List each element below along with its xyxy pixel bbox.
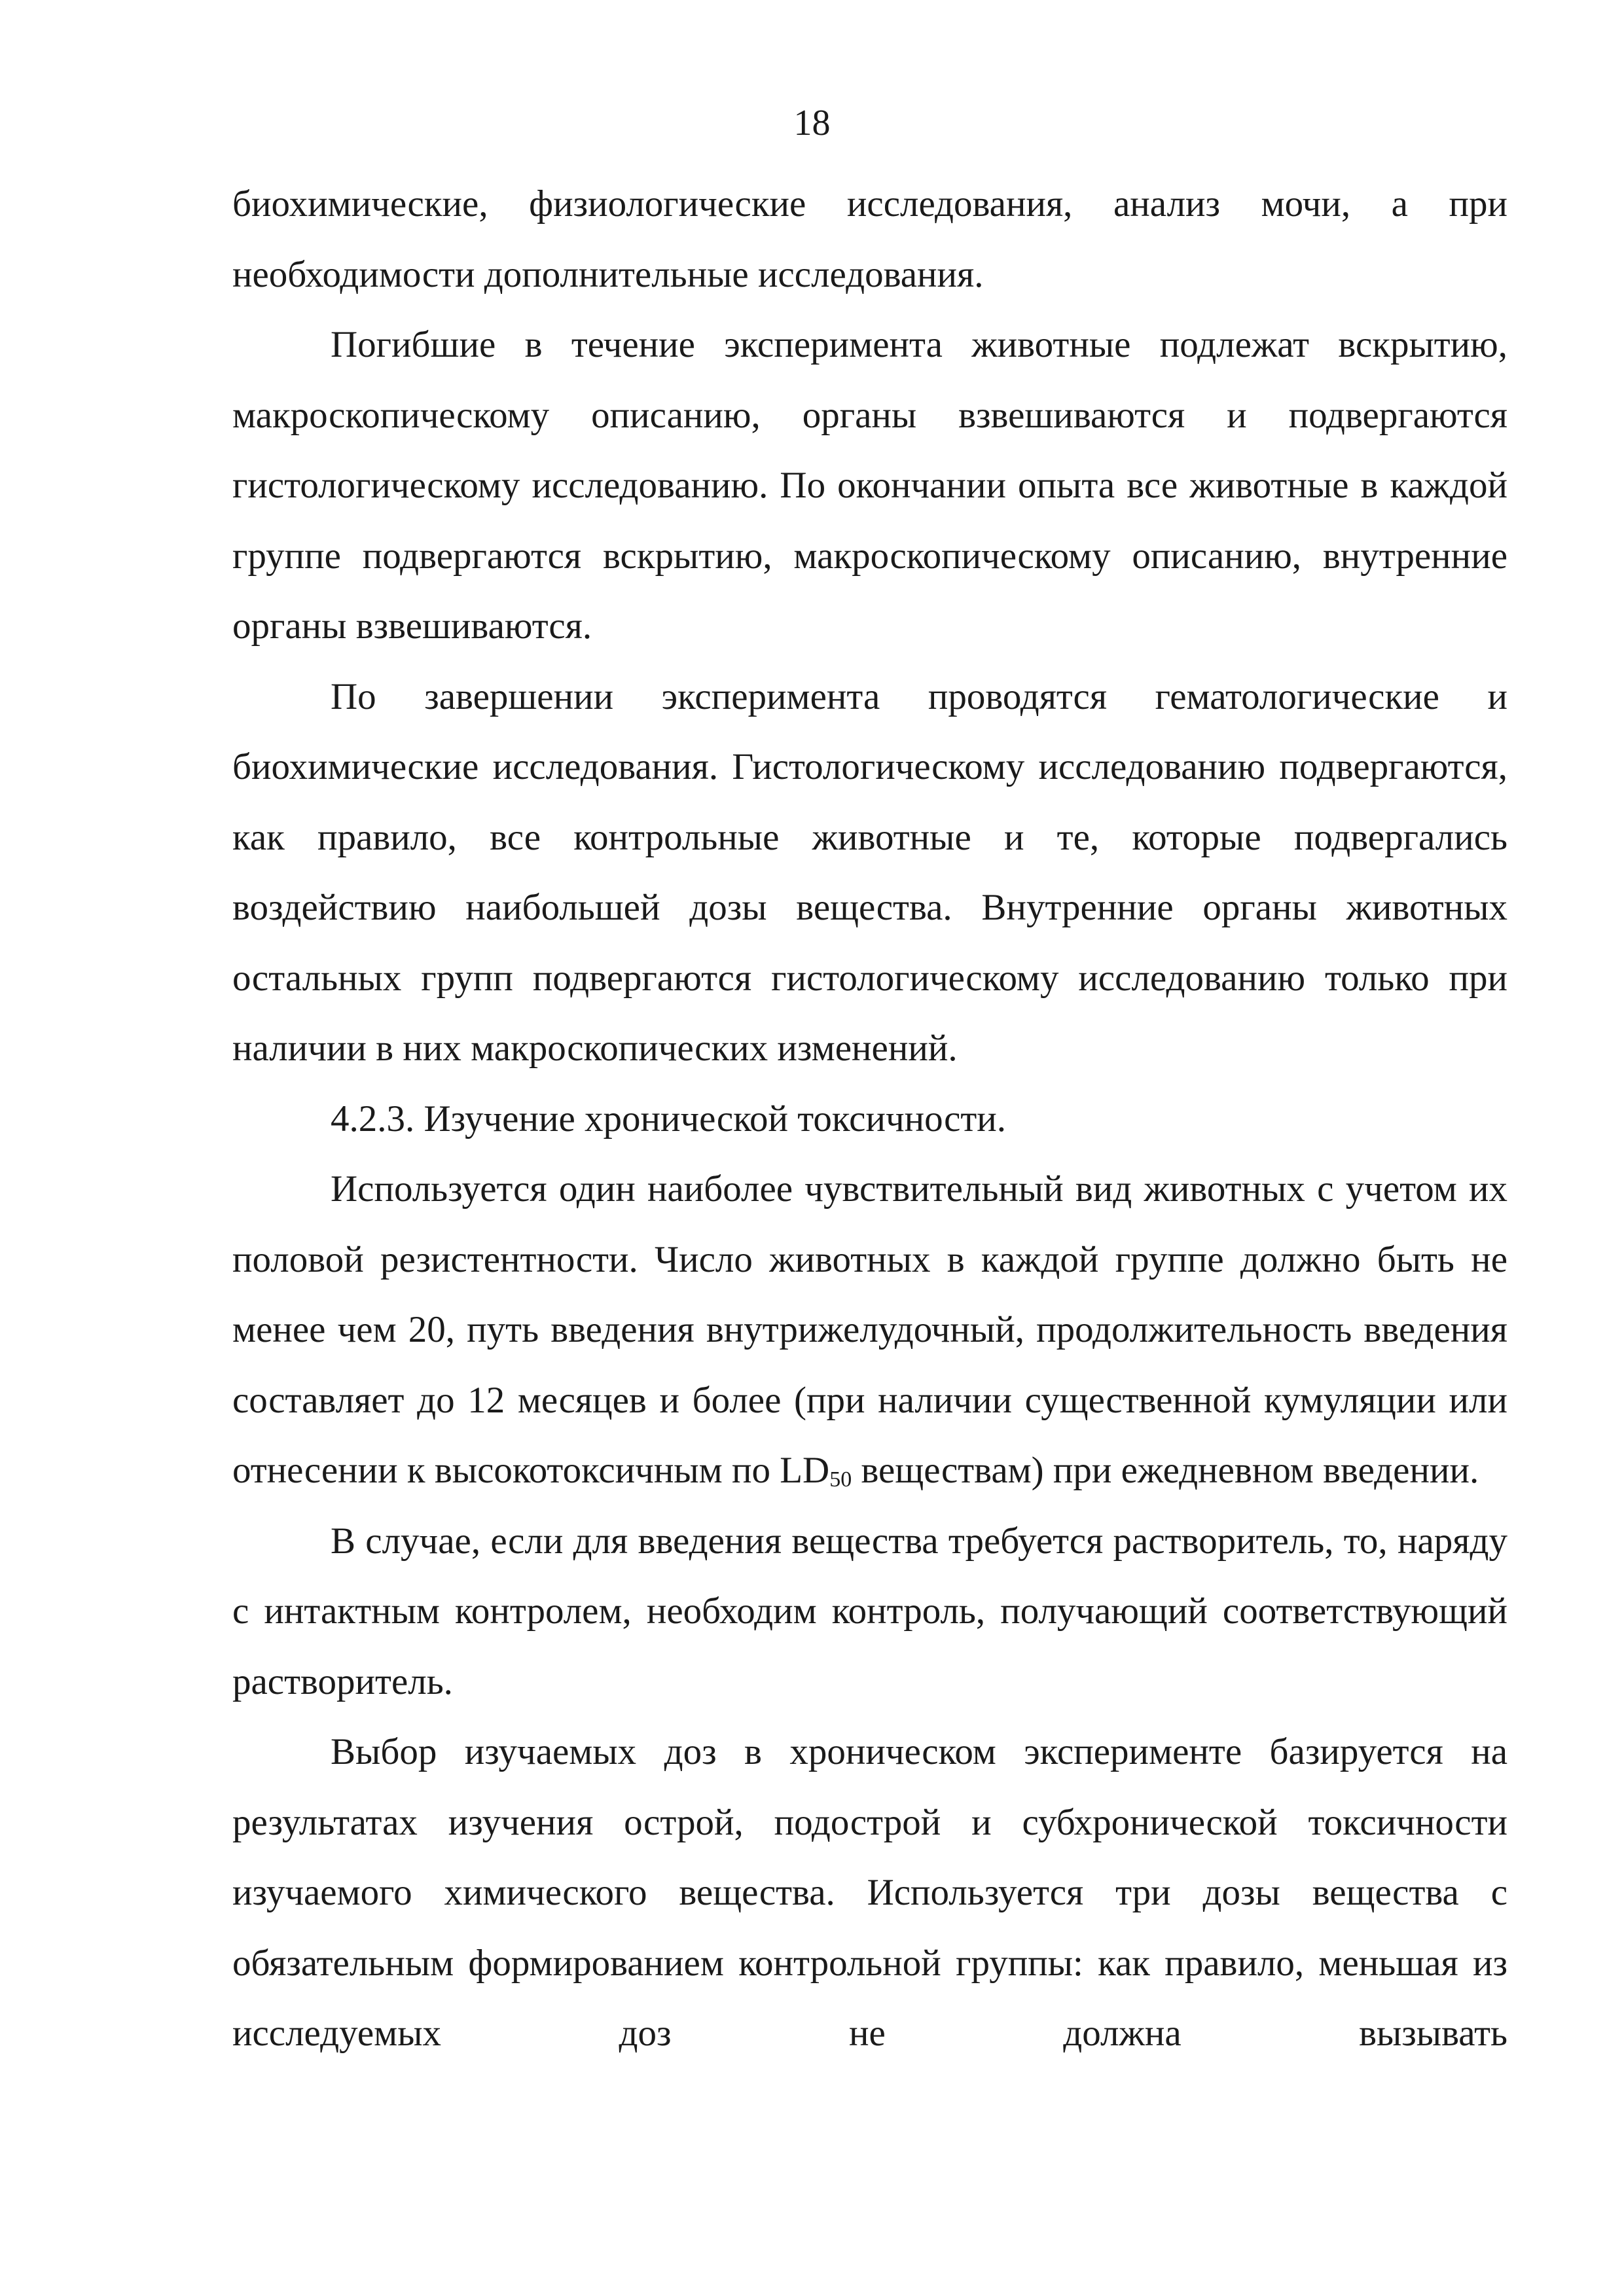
paragraph-text-after-subscript: веществам) при ежедневном введении. bbox=[852, 1450, 1479, 1491]
paragraph-animal-species bbox=[232, 1154, 1507, 1506]
paragraph-end-of-experiment: По завершении эксперимента проводятся гематологические и биохимические исследования. Гистологическому исследованию подвергаются, как правило, все контрольные животные и те, которые подвергались воздействию наибольшей дозы вещества. Внутренние органы животных остальных групп подвергаются гистологическому исследованию только при наличии в них макроскопических изменений. bbox=[232, 675, 1507, 1069]
page-number: 18 bbox=[793, 103, 831, 143]
paragraph-autopsy: Погибшие в течение эксперимента животные подлежат вскрытию, макроскопическому описанию, органы взвешиваются и подвергаются гистологическому исследованию. По окончании опыта все животные в каждой группе подвергаются вскрытию, макроскопическому описанию, внутренние органы взвешиваются. bbox=[232, 324, 1507, 647]
section-heading-4-2-3: 4.2.3. Изучение хронической токсичности. bbox=[331, 1098, 1007, 1139]
paragraph-continuation: биохимические, физиологические исследования, анализ мочи, а при необходимости дополнительные исследования. bbox=[232, 183, 1507, 295]
document-body bbox=[232, 169, 1507, 2069]
paragraph-solvent: В случае, если для введения вещества требуется растворитель, то, наряду с интактным контролем, необходим контроль, получающий соответствующий растворитель. bbox=[232, 1520, 1507, 1702]
ld-subscript: 50 bbox=[829, 1467, 852, 1492]
paragraph-text-before-subscript: Используется один наиболее чувствительный вид животных с учетом их половой резистентности. Число животных в каждой группе должно быть не менее чем 20, путь введения внутрижелудочный, продолжительность введения составляет до 12 месяцев и более (при наличии существенной кумуляции или отнесении к высокотоксичным по LD bbox=[232, 1168, 1507, 1491]
paragraph-dose-selection: Выбор изучаемых доз в хроническом эксперименте базируется на результатах изучения острой, подострой и субхронической токсичности изучаемого химического вещества. Используется три дозы вещества с обязательным формированием контрольной группы: как правило, меньшая из исследуемых доз не должна вызывать bbox=[232, 1731, 1507, 2054]
